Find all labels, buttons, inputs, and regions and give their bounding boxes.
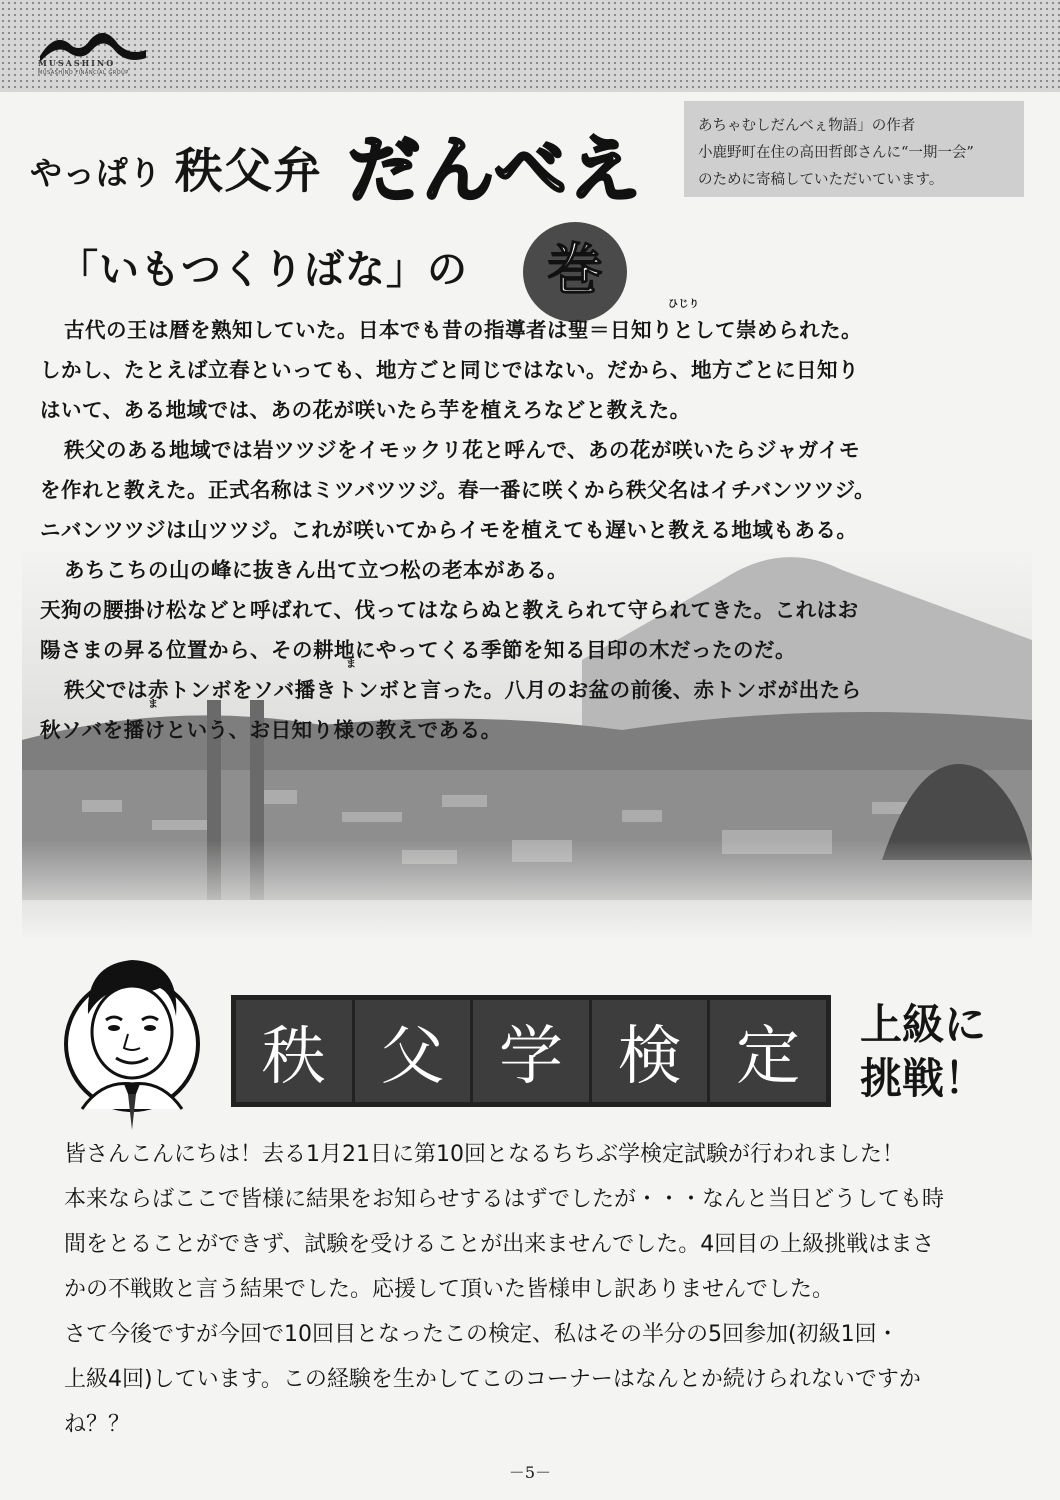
article-line: 陽さまの昇る位置から、その耕地にやってくる季節を知る目印の木だったのだ。: [40, 638, 796, 662]
article-line: ニバンツツジは山ツツジ。これが咲いてからイモを植えても遅いと教える地域もある。: [40, 518, 858, 542]
author-note-box: [684, 101, 1024, 197]
logo-subtext: MUSASHINO FINANCIAL GROUP: [38, 70, 129, 76]
article-body: [40, 299, 1020, 750]
chapter-badge-char: 巻: [547, 238, 603, 303]
author-portrait-illustration: [62, 944, 202, 1134]
chapter-heading: 「いもつくりばな」の: [58, 247, 468, 293]
kentei-char: 学: [473, 1000, 589, 1102]
title-danbee: だんべえ: [348, 128, 643, 212]
challenge-line: 挑戦！: [860, 1054, 987, 1103]
article-line: はいて、ある地域では、あの花が咲いたら芋を植えろなどと教えた。: [40, 398, 691, 422]
chapter-badge: [523, 222, 627, 322]
header-band: [0, 0, 1060, 92]
kentei-char: 定: [710, 1000, 826, 1102]
note-line: あちゃむしだんべぇ物語」の作者: [698, 118, 916, 134]
article-line: ま 秩父では赤トンボをソバ播きトンボと言った。八月のお盆の前後、赤トンボが出たら: [64, 659, 862, 702]
kentei-body: [64, 1132, 1024, 1447]
article-line: あちこちの山の峰に抜きん出て立つ松の老本がある。: [64, 558, 568, 582]
body-line: 皆さんこんにちは！去る1月21日に第10回となるちちぶ学検定試験が行われました！: [64, 1142, 904, 1167]
body-line: ね？？: [64, 1412, 131, 1437]
logo-text: MUSASHINO: [38, 58, 116, 68]
ruby-ma: ま: [148, 699, 159, 710]
article-line: を作れと教えた。正式名称はミツバツツジ。春一番に咲くから秩父名はイチバンツツジ。: [40, 478, 876, 502]
page-number: －5－: [508, 1463, 552, 1482]
challenge-heading: [860, 998, 986, 1106]
kentei-char: 検: [592, 1000, 708, 1102]
article-line: 天狗の腰掛け松などと呼ばれて、伐ってはならぬと教えられて守られてきた。これはお: [40, 598, 859, 622]
note-line: 小鹿野町在住の高田哲郎さんに“一期一会”: [698, 145, 974, 161]
article-line: ま 秋ソバを播けという、お日知り様の教えである。: [40, 699, 502, 742]
body-line: さて今後ですが今回で10回目となったこの検定、私はその半分の5回参加(初級1回・: [64, 1322, 899, 1347]
note-line: のために寄稿していただいています。: [698, 172, 944, 188]
article-line: 秩父のある地域では岩ツツジをイモックリ花と呼んで、あの花が咲いたらジャガイモ: [64, 438, 860, 462]
body-line: 上級4回)しています。この経験を生かしてこのコーナーはなんとか続けられないですか: [64, 1367, 921, 1392]
article-line: ひじり 古代の王は暦を熟知していた。日本でも昔の指導者は聖＝日知りとして崇められた。: [64, 299, 862, 342]
body-line: かの不戦敗と言う結果でした。応援して頂いた皆様申し訳ありませんでした。: [64, 1277, 835, 1302]
article-line: しかし、たとえば立春といっても、地方ごと同じではない。だから、地方ごとに日知り: [40, 358, 859, 382]
body-line: 本来ならばここで皆様に結果をお知らせするはずでしたが・・・なんと当日どうしても時: [64, 1187, 945, 1212]
title-dialect: 秩父弁: [175, 143, 323, 199]
kentei-banner: [231, 995, 831, 1107]
ruby-ma: ま: [346, 659, 357, 670]
ruby-hijiri: ひじり: [668, 299, 700, 310]
challenge-line: 上級に: [860, 1000, 987, 1049]
kentei-char: 秩: [236, 1000, 352, 1102]
kentei-char: 父: [355, 1000, 471, 1102]
title-prefix: やっぱり: [30, 154, 163, 192]
body-line: 間をとることができず、試験を受けることが出来ませんでした。4回目の上級挑戦はまさ: [64, 1232, 935, 1257]
